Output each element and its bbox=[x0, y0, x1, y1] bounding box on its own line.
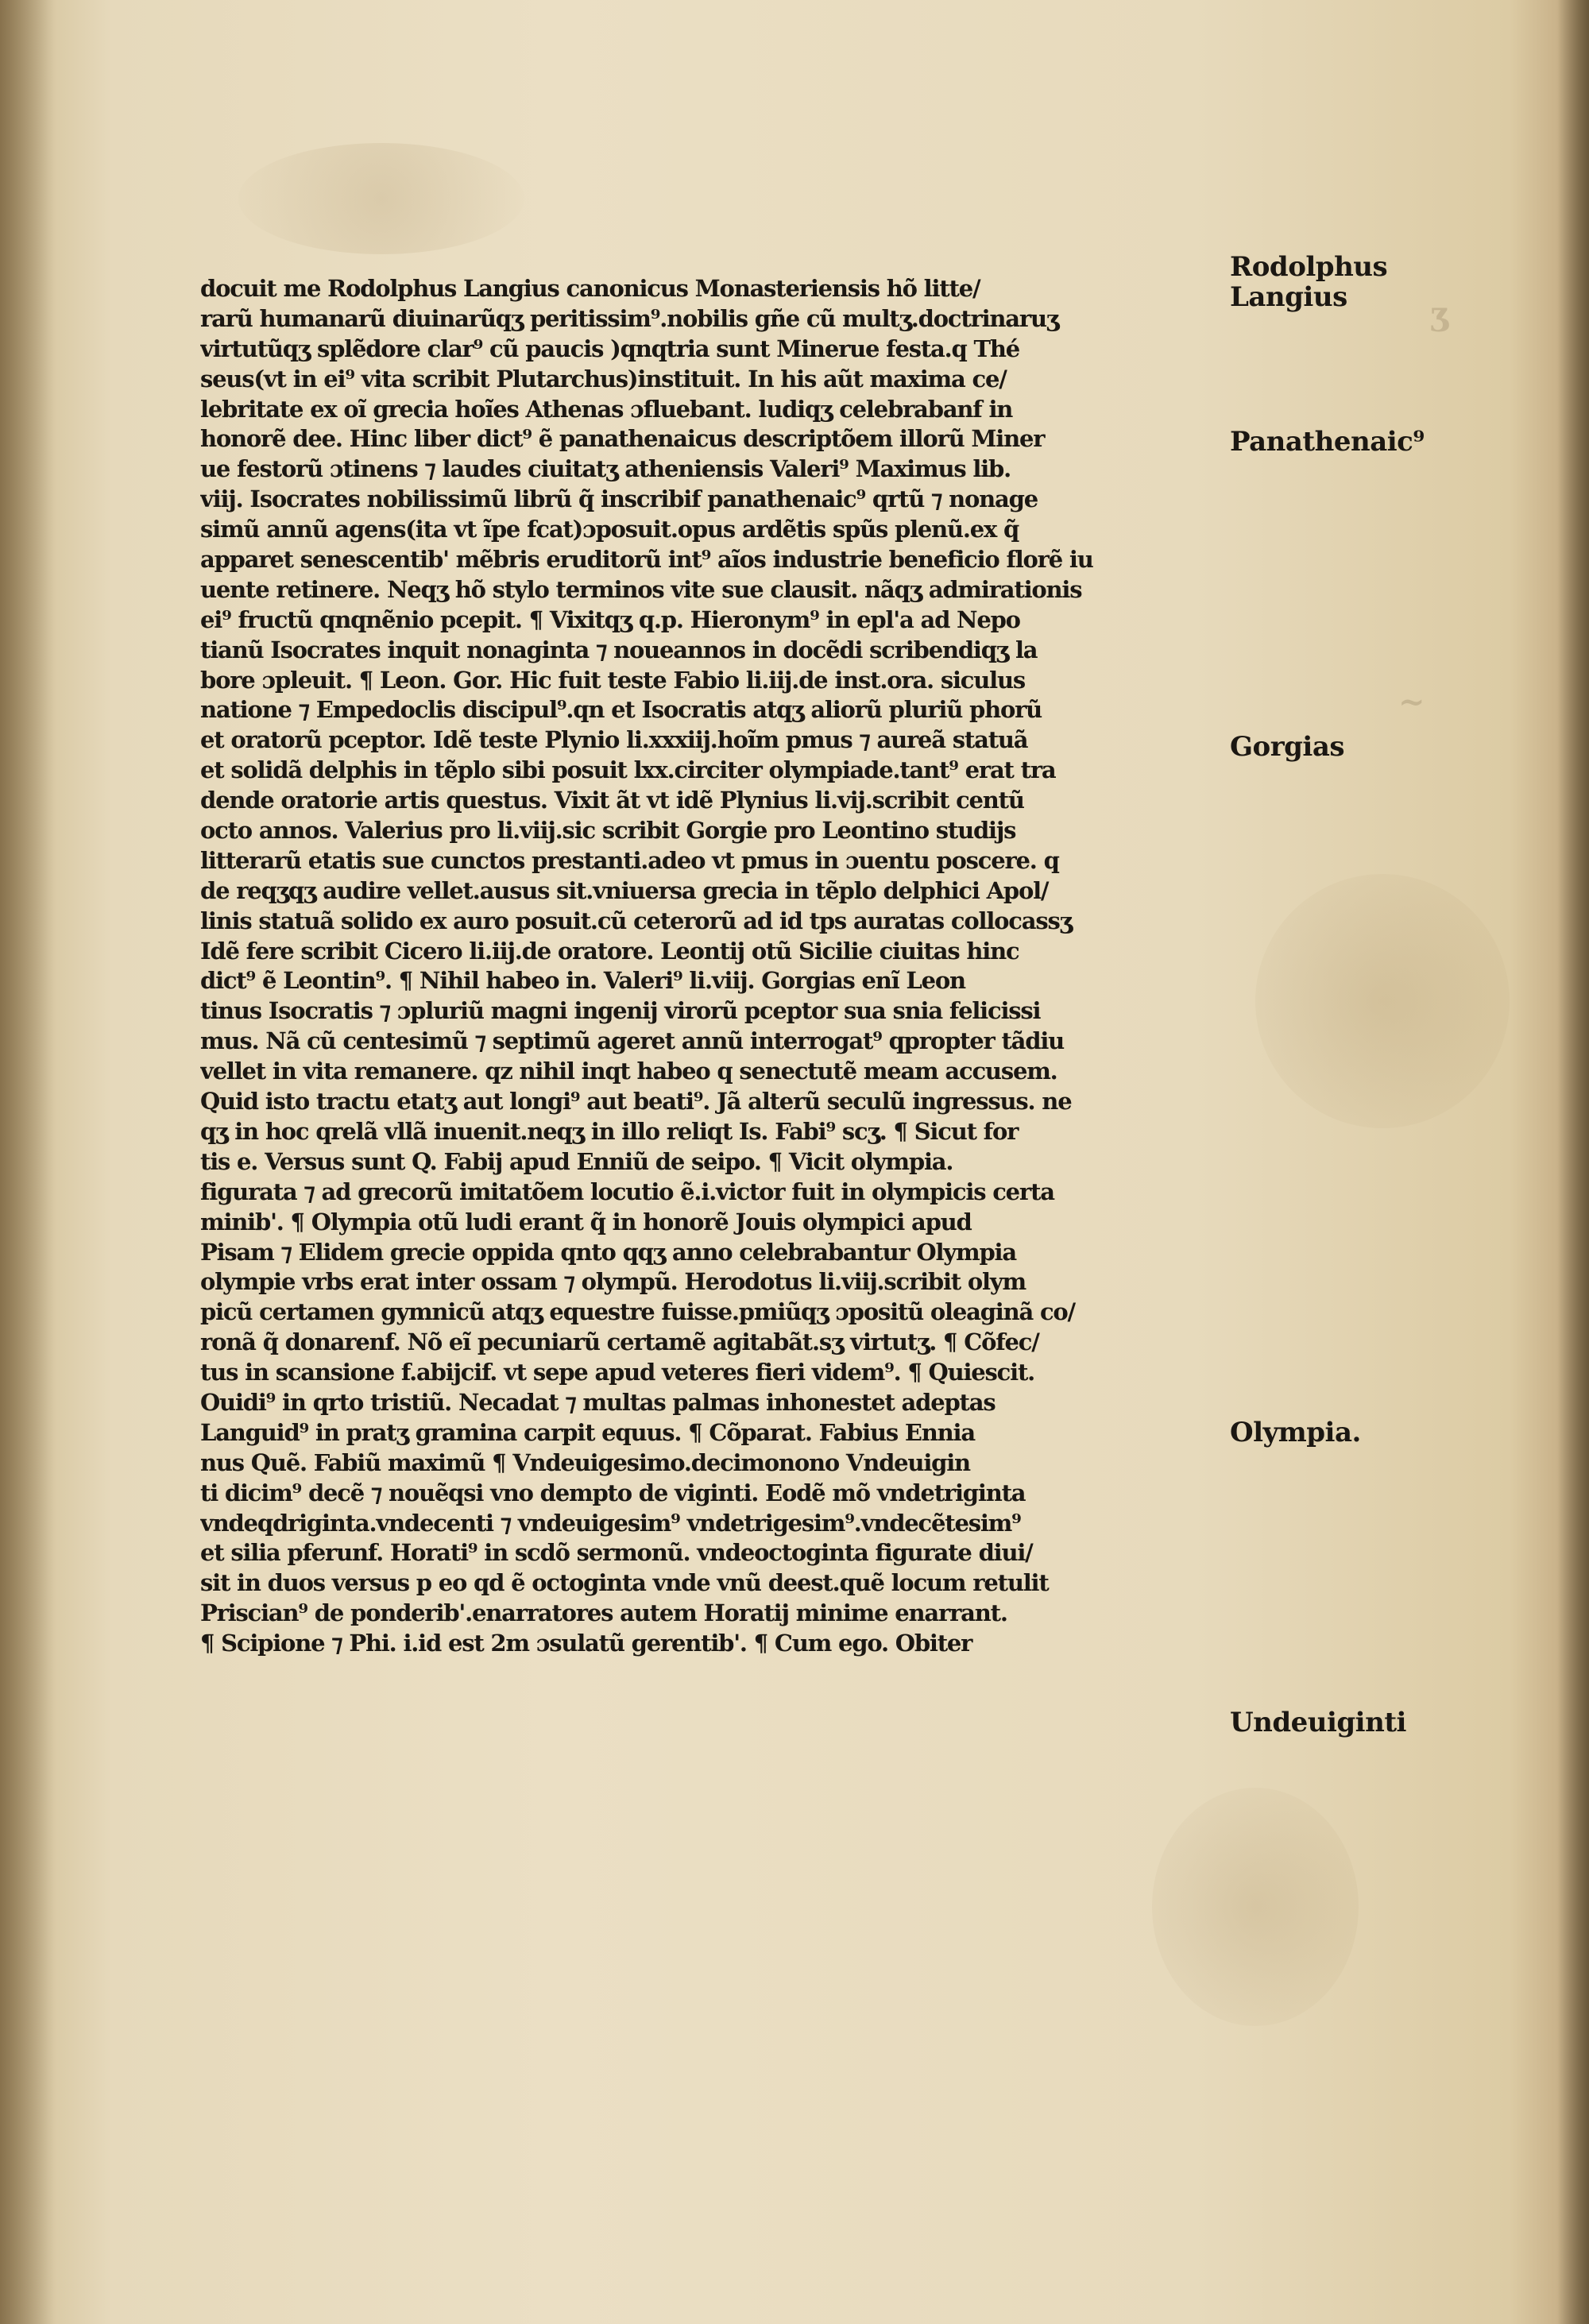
margin-note-langius: Langius bbox=[1230, 281, 1347, 313]
text-line: nus Quẽ. Fabiũ maximũ ¶ Vndeuigesimo.decimonono Vndeuigin bbox=[200, 1448, 970, 1476]
text-line: uente retinere. Neqʒ hõ stylo terminos vite sue clausit. nãqʒ admirationis bbox=[200, 575, 1082, 603]
margin-note-gorgias: Gorgias bbox=[1230, 731, 1344, 763]
text-line: olympie vrbs erat inter ossam ⁊ olympũ. Herodotus li.viij.scribit olym bbox=[200, 1268, 1026, 1296]
text-line: de reqʒqʒ audire vellet.ausus sit.vniuersa grecia in tẽplo delphici Apol/ bbox=[200, 876, 1049, 904]
text-line: litterarũ etatis sue cunctos prestanti.adeo vt pmus in ɔuentu poscere. q bbox=[200, 846, 1059, 874]
text-line: sit in duos versus p eo qd ẽ octoginta vnde vnũ deest.quẽ locum retulit bbox=[200, 1569, 1049, 1597]
text-line: Languid⁹ in pratʒ gramina carpit equus. ¶ Cõparat. Fabius Ennia bbox=[200, 1418, 975, 1446]
text-line: honorẽ dee. Hinc liber dict⁹ ẽ panathenaicus descriptõem illorũ Miner bbox=[200, 425, 1045, 453]
text-line: apparet senescentib' mẽbris eruditorũ int⁹ aĩos industrie beneficio florẽ iu bbox=[200, 546, 1093, 574]
text-line: lebritate ex oĩ grecia hoĩes Athenas ɔfluebant. ludiqʒ celebrabanf in bbox=[200, 395, 1013, 423]
paper-stain bbox=[238, 143, 524, 254]
text-line: tis e. Versus sunt Q. Fabij apud Enniũ de seipo. ¶ Vicit olympia. bbox=[200, 1147, 953, 1175]
text-line: mus. Nã cũ centesimũ ⁊ septimũ ageret annũ interrogat⁹ qpropter tãdiu bbox=[200, 1027, 1065, 1055]
text-line: natione ⁊ Empedoclis discipul⁹.qn et Isocratis atqʒ aliorũ pluriũ phorũ bbox=[200, 696, 1042, 724]
text-line: tinus Isocratis ⁊ ɔpluriũ magni ingenij virorũ pceptor sua snia felicissi bbox=[200, 997, 1041, 1025]
text-line: Idẽ fere scribit Cicero li.iij.de oratore. Leontij otũ Sicilie ciuitas hinc bbox=[200, 937, 1019, 965]
margin-note-panathenaic: Panathenaic⁹ bbox=[1230, 426, 1425, 458]
text-line: figurata ⁊ ad grecorũ imitatõem locutio ẽ.i.victor fuit in olympicis certa bbox=[200, 1177, 1054, 1205]
text-line: ei⁹ fructũ qnqnẽnio pcepit. ¶ Vixitqʒ q.p. Hieronym⁹ in epl'a ad Nepo bbox=[200, 605, 1020, 633]
text-line: viij. Isocrates nobilissimũ librũ q̃ inscribif panathenaic⁹ qrtũ ⁊ nonage bbox=[200, 485, 1038, 513]
text-line: rarũ humanarũ diuinarũqʒ peritissim⁹.nobilis gñe cũ multʒ.doctrinaruʒ bbox=[200, 304, 1059, 332]
text-line: docuit me Rodolphus Langius canonicus Monasteriensis hõ litte/ bbox=[200, 275, 980, 302]
text-line: ronã q̃ donarenf. Nõ eĩ pecuniarũ certamẽ agitabãt.sʒ virtutʒ. ¶ Cõfec/ bbox=[200, 1328, 1039, 1356]
text-line: vellet in vita remanere. qz nihil inqt habeo q senectutẽ meam accusem. bbox=[200, 1058, 1057, 1085]
text-line: dende oratorie artis questus. Vixit ãt vt idẽ Plynius li.vij.scribit centũ bbox=[200, 787, 1024, 814]
text-line: Priscian⁹ de ponderib'.enarratores autem Horatij minime enarrant. bbox=[200, 1599, 1007, 1627]
text-line: qʒ in hoc qrelã vllã inuenit.neqʒ in illo reliqt Is. Fabi⁹ scʒ. ¶ Sicut for bbox=[200, 1117, 1019, 1145]
text-line: bore ɔpleuit. ¶ Leon. Gor. Hic fuit teste Fabio li.iij.de inst.ora. siculus bbox=[200, 666, 1025, 694]
show-through-mark: Ʒ bbox=[1430, 302, 1452, 339]
margin-note-undeuiginti: Undeuiginti bbox=[1230, 1707, 1406, 1738]
text-line: tianũ Isocrates inquit nonaginta ⁊ noueannos in docẽdi scribendiqʒ la bbox=[200, 636, 1038, 663]
text-line: et solidã delphis in tẽplo sibi posuit lxx.circiter olympiade.tant⁹ erat tra bbox=[200, 756, 1056, 784]
text-line: Quid isto tractu etatʒ aut longi⁹ aut beati⁹. Jã alterũ seculũ ingressus. ne bbox=[200, 1088, 1072, 1116]
text-line: octo annos. Valerius pro li.viij.sic scribit Gorgie pro Leontino studijs bbox=[200, 817, 1016, 845]
text-line: ti dicim⁹ decẽ ⁊ nouẽqsi vno dempto de viginti. Eodẽ mõ vndetriginta bbox=[200, 1479, 1026, 1506]
paper-stain bbox=[1255, 874, 1510, 1128]
page-edge-shadow bbox=[1557, 0, 1589, 2324]
margin-note-olympia: Olympia. bbox=[1230, 1417, 1361, 1448]
text-line: simũ annũ agens(ita vt ĩpe fcat)ɔposuit.opus ardẽtis spũs plenũ.ex q̃ bbox=[200, 516, 1019, 543]
text-line: dict⁹ ẽ Leontin⁹. ¶ Nihil habeo in. Valeri⁹ li.viij. Gorgias enĩ Leon bbox=[200, 967, 965, 995]
text-line: seus(vt in ei⁹ vita scribit Plutarchus)instituit. In his aũt maxima ce/ bbox=[200, 365, 1007, 392]
margin-note-rodolphus: Rodolphus bbox=[1230, 251, 1388, 283]
text-line: picũ certamen gymnicũ atqʒ equestre fuisse.pmiũqʒ ɔpositũ oleaginã co/ bbox=[200, 1298, 1075, 1326]
text-line: ¶ Scipione ⁊ Phi. i.id est 2m ɔsulatũ gerentib'. ¶ Cum ego. Obiter bbox=[200, 1630, 972, 1657]
text-line: virtutũqʒ splẽdore clar⁹ cũ paucis )qnqtria sunt Minerue festa.q Thé bbox=[200, 334, 1020, 362]
show-through-mark: ~ bbox=[1398, 683, 1425, 721]
gutter-shadow bbox=[0, 0, 56, 2324]
text-line: vndeqdriginta.vndecenti ⁊ vndeuigesim⁹ vndetrigesim⁹.vndecẽtesim⁹ bbox=[200, 1509, 1021, 1537]
text-line: Pisam ⁊ Elidem grecie oppida qnto qqʒ anno celebrabantur Olympia bbox=[200, 1238, 1016, 1266]
text-line: linis statuã solido ex auro posuit.cũ ceterorũ ad id tps auratas collocassʒ bbox=[200, 907, 1072, 934]
text-line: tus in scansione f.abijcif. vt sepe apud veteres fieri videm⁹. ¶ Quiescit. bbox=[200, 1359, 1035, 1386]
main-text-column bbox=[200, 274, 1225, 1659]
text-line: minib'. ¶ Olympia otũ ludi erant q̃ in honorẽ Jouis olympici apud bbox=[200, 1208, 972, 1235]
text-line: et oratorũ pceptor. Idẽ teste Plynio li.xxxiij.hoĩm pmus ⁊ aureã statuã bbox=[200, 726, 1028, 754]
text-line: et silia pferunf. Horati⁹ in scdõ sermonũ. vndeoctoginta figurate diui/ bbox=[200, 1539, 1033, 1567]
text-line: ue festorũ ɔtinens ⁊ laudes ciuitatʒ atheniensis Valeri⁹ Maximus lib. bbox=[200, 455, 1011, 483]
paper-stain bbox=[1152, 1788, 1359, 2026]
text-line: Ouidi⁹ in qrto tristiũ. Necadat ⁊ multas palmas inhonestet adeptas bbox=[200, 1388, 996, 1416]
